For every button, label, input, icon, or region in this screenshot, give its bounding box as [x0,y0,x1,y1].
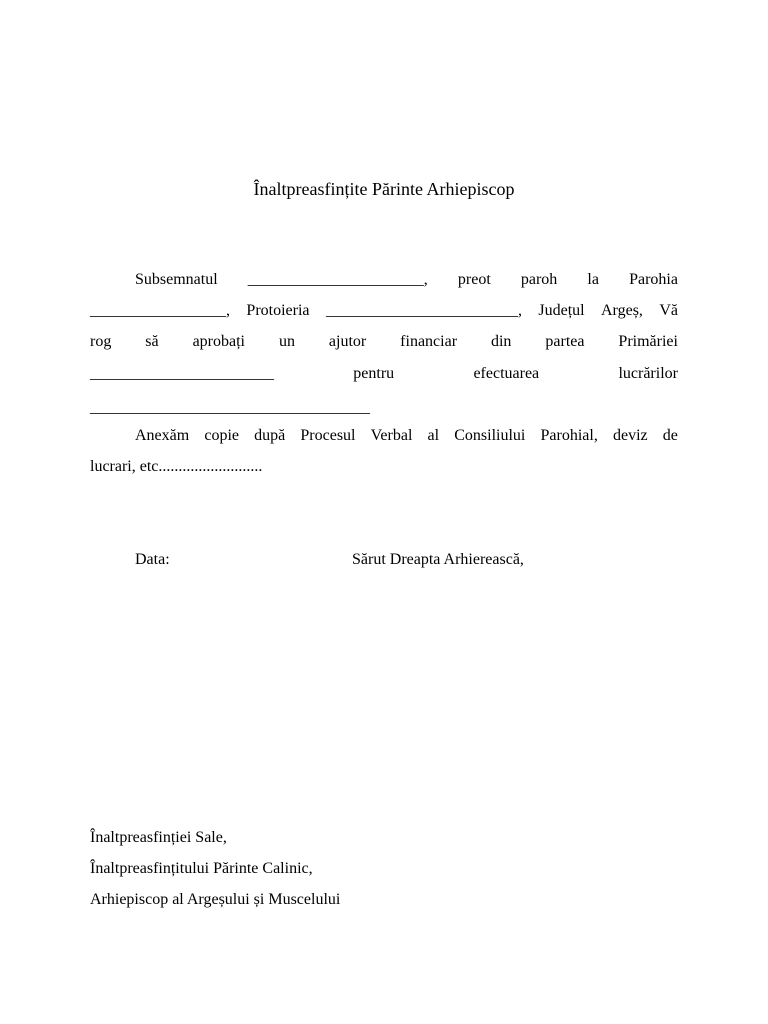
word: al [427,427,440,444]
word: Consiliului [454,427,526,444]
word: la [587,271,599,288]
word: să [145,333,159,350]
word: efectuarea [473,365,540,382]
word: rog [90,333,112,350]
word: un [278,333,295,350]
date-label: Data: [135,551,170,568]
word: _________________, [90,302,230,319]
addressee-line1: Înaltpreasfinției Sale, [90,829,227,846]
addressee-line2: Înaltpreasfințitului Părinte Calinic, [90,860,313,877]
word: Vă [659,302,678,319]
paragraph1-line3 [90,332,678,352]
paragraph1-line5: ___________________________________ [90,399,370,416]
paragraph1-line2 [90,301,678,321]
word: Argeș, [601,302,643,319]
paragraph2-line1 [135,426,678,446]
word: Verbal [370,427,413,444]
letter-salutation-title: Înaltpreasfințite Părinte Arhiepiscop [253,179,515,199]
closing-formula: Sărut Dreapta Arhierească, [352,551,524,568]
word: ajutor [328,333,367,350]
word: Parohial, [540,427,598,444]
word: preot [457,271,491,288]
word: lucrărilor [618,365,678,382]
word: Primăriei [618,333,678,350]
paragraph2-line2: lucrari, etc.......................... [90,458,263,475]
word: Anexăm [135,427,190,444]
word: financiar [400,333,458,350]
word: ______________________, [247,271,428,288]
word: de [662,427,678,444]
word: aprobați [192,333,245,350]
word: partea [545,333,585,350]
paragraph1-line4 [90,364,678,384]
word: paroh [520,271,558,288]
word: din [490,333,512,350]
word: Subsemnatul [135,271,218,288]
word: Procesul [300,427,356,444]
word: _______________________ [90,365,274,382]
word: Protoieria [246,302,310,319]
word: deviz [612,427,648,444]
word: Județul [538,302,585,319]
word: pentru [353,365,395,382]
word: Parohia [629,271,678,288]
word: copie [204,427,239,444]
addressee-line3: Arhiepiscop al Argeșului și Muscelului [90,891,341,908]
paragraph1-line1 [135,270,678,290]
word: ________________________, [325,302,522,319]
word: după [254,427,286,444]
